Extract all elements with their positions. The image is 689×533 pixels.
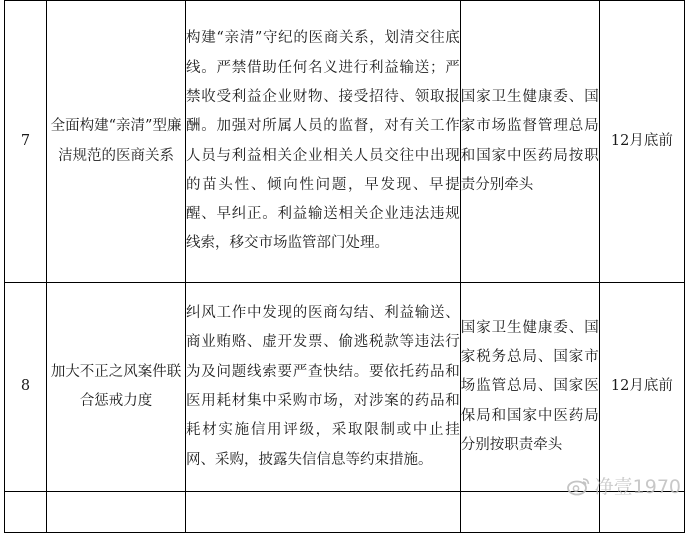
watermark-text: 净壹1970 (594, 476, 681, 498)
table-row (5, 283, 685, 492)
table-row (5, 1, 685, 283)
row-number: 7 (5, 1, 47, 283)
responsible-department: 国家卫生健康委、国家市场监督管理总局和国家中医药局按职责分别牵头 (460, 1, 599, 283)
task-item-cell (47, 492, 186, 533)
task-item: 加大不正之风案件联合惩戒力度 (47, 283, 186, 492)
watermark (567, 472, 681, 499)
deadline: 12月底前 (599, 1, 684, 283)
task-content: 构建“亲清”守纪的医商关系，划清交往底线。严禁借助任何名义进行利益输送；严禁收受利益企业财物、接受招待、领取报酬。加强对所属人员的监督，对有关工作人员与利益相关企业相关人员交往中出现的苗头性、倾向性问题，早发现、早提醒、早纠正。利益输送相关企业违法违规线索，移交市场监管部门处理。 (186, 1, 461, 283)
task-item: 全面构建“亲清”型廉洁规范的医商关系 (47, 1, 186, 283)
responsible-department: 国家卫生健康委、国家税务总局、国家市场监管总局、国家医保局和国家中医药局分别按职责牵头 (460, 283, 599, 492)
weibo-icon (567, 476, 591, 496)
task-content: 纠风工作中发现的医商勾结、利益输送、商业贿赂、虚开发票、偷逃税款等违法行为及问题线索要严查快结。要依托药品和医用耗材集中采购市场，对涉案的药品和耗材实施信用评级，采取限制或中止挂网、采购，披露失信信息等约束措施。 (186, 283, 461, 492)
task-table (4, 0, 685, 533)
row-number-cell (5, 492, 47, 533)
deadline: 12月底前 (599, 283, 684, 492)
row-number: 8 (5, 283, 47, 492)
task-content-cell (186, 492, 461, 533)
